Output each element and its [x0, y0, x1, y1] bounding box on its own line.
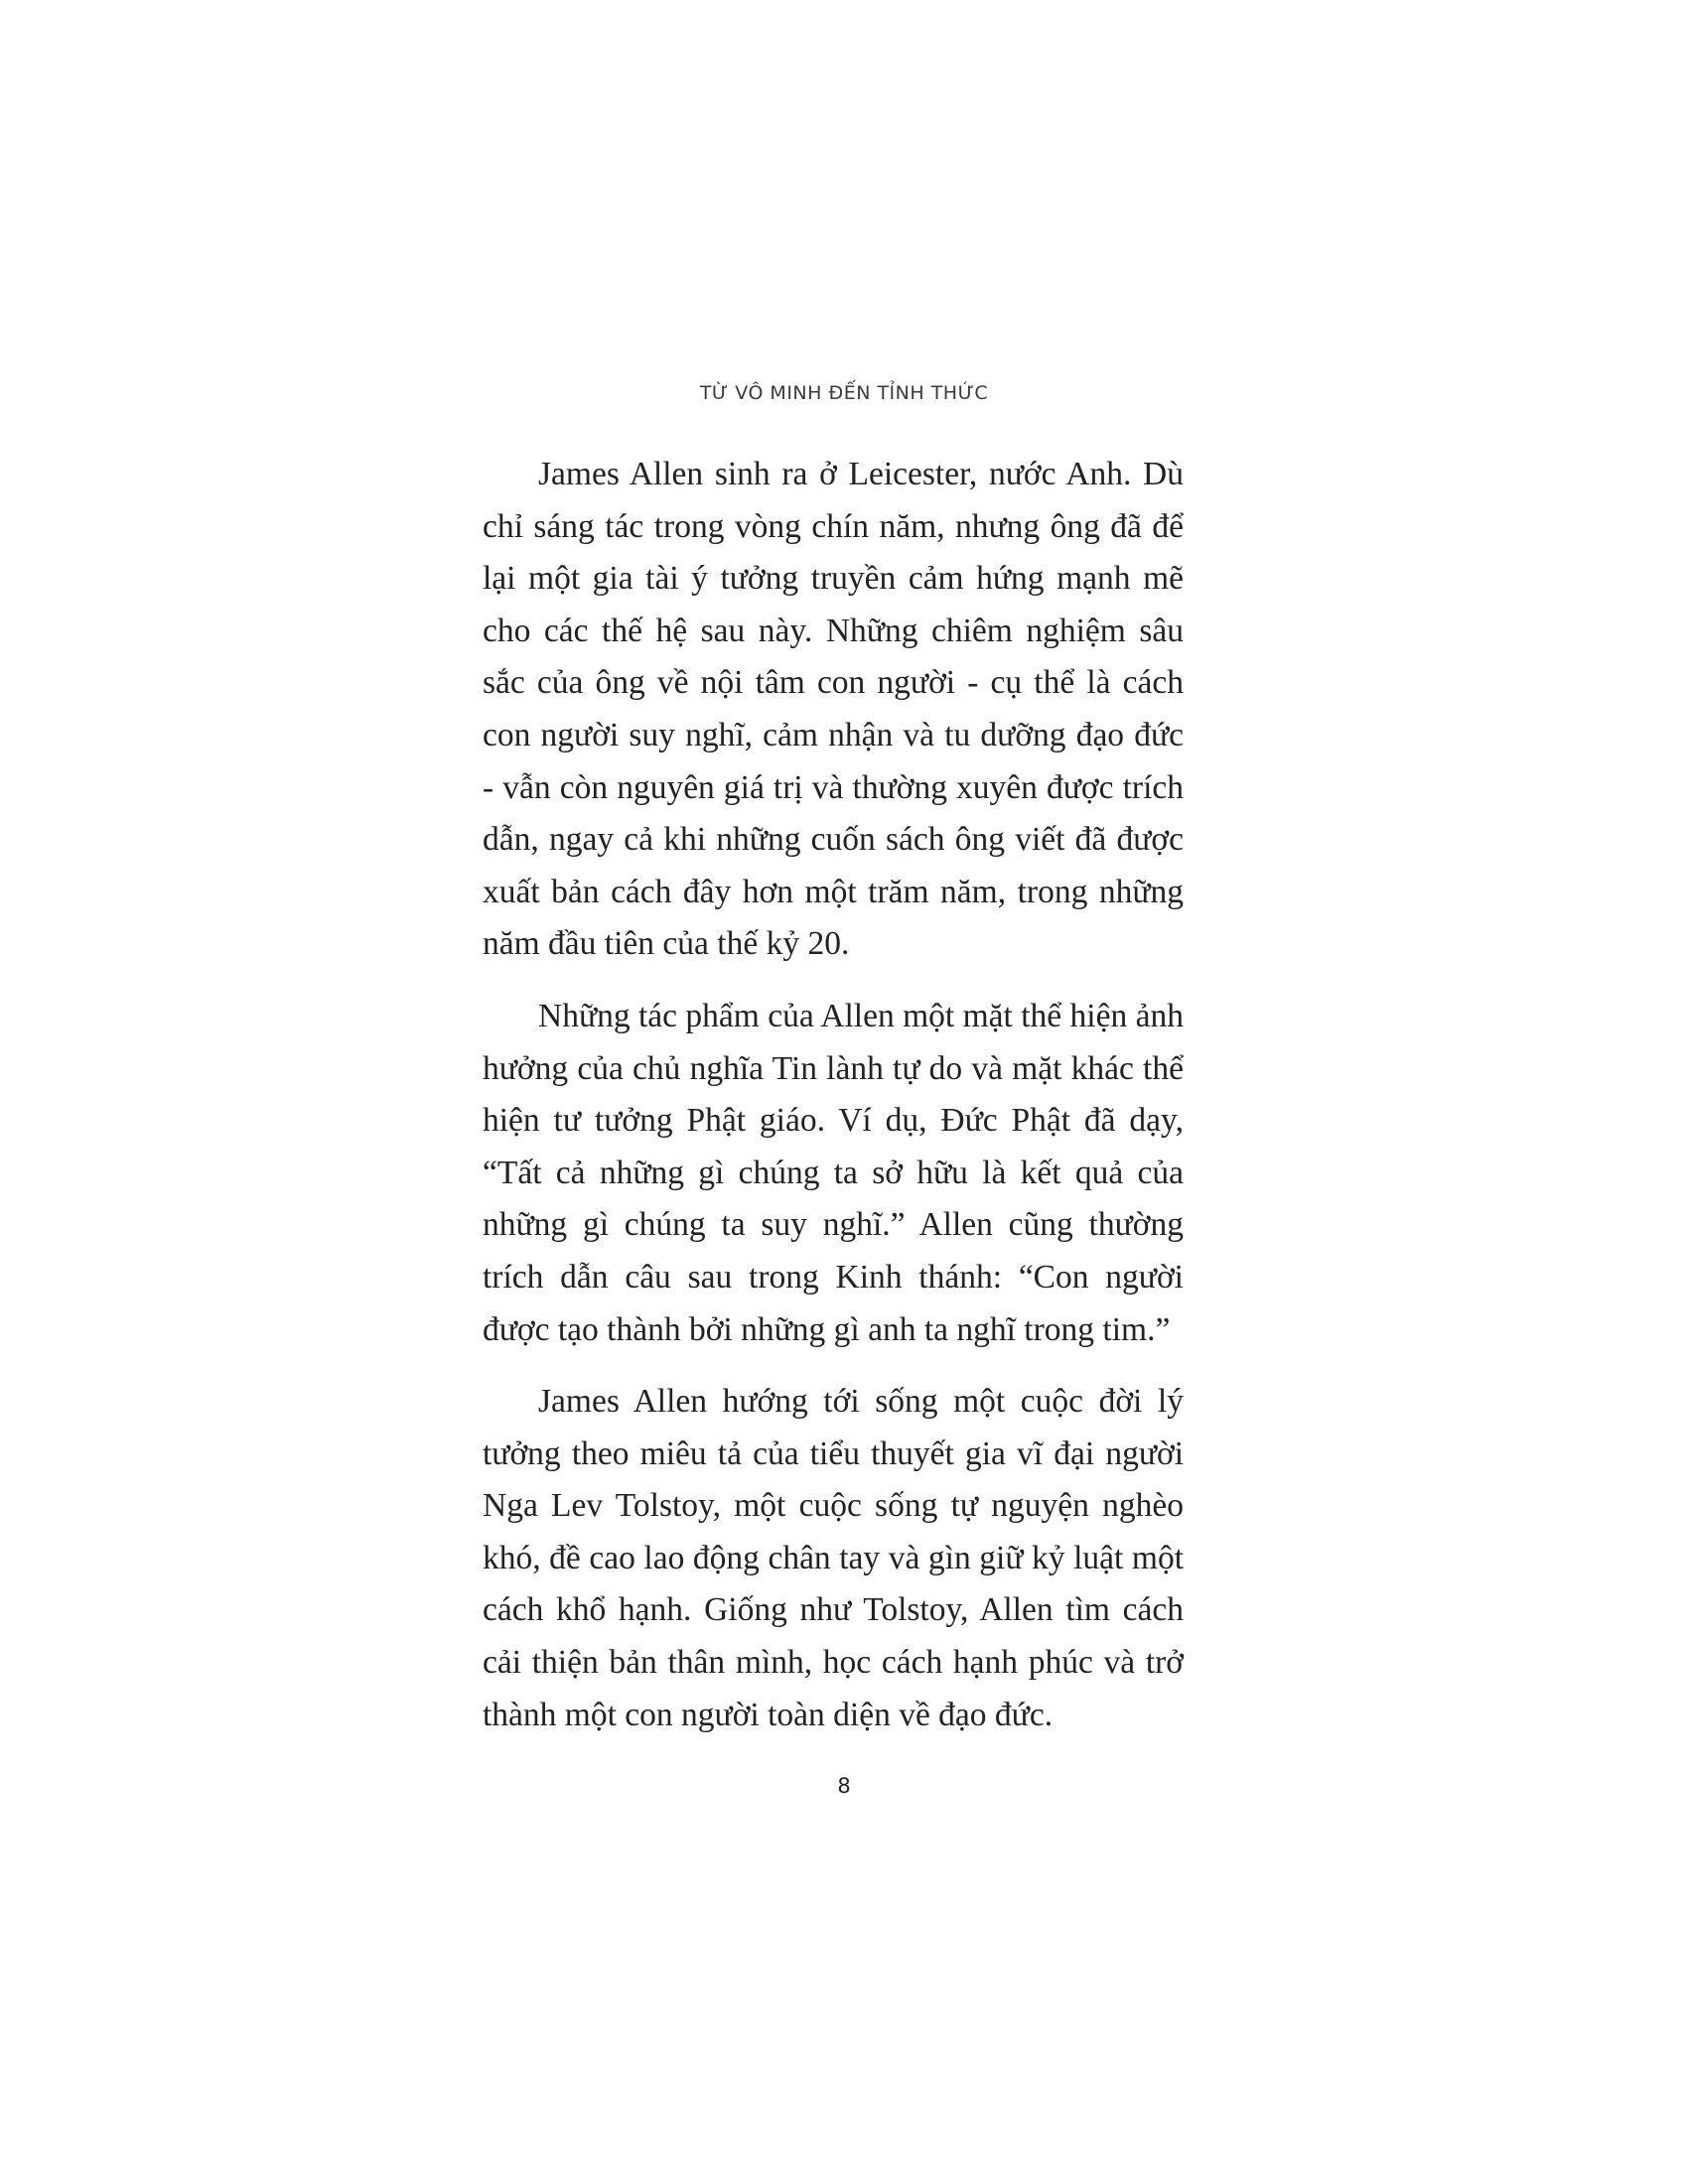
paragraph-3: James Allen hướng tới sống một cuộc đời lý tưởng theo miêu tả của tiểu thuyết gia vĩ đại người Nga Lev Tolstoy, một cuộc sống tự nguyện nghèo khó, đề cao lao động chân tay và gìn giữ kỷ luật một cách khổ hạnh. Giống như Tolstoy, Allen tìm cách cải thiện bản thân mình, học cách hạnh phúc và trở thành một con người toàn diện về đạo đức.: [483, 1383, 1184, 1733]
page-number: 8: [837, 1774, 851, 1798]
body-text: [483, 449, 1184, 1761]
paragraph-1: James Allen sinh ra ở Leicester, nước Anh. Dù chỉ sáng tác trong vòng chín năm, nhưng ông đã để lại một gia tài ý tưởng truyền cảm hứng mạnh mẽ cho các thế hệ sau này. Những chiêm nghiệm sâu sắc của ông về nội tâm con người - cụ thể là cách con người suy nghĩ, cảm nhận và tu dưỡng đạo đức - vẫn còn nguyên giá trị và thường xuyên được trích dẫn, ngay cả khi những cuốn sách ông viết đã được xuất bản cách đây hơn một trăm năm, trong những năm đầu tiên của thế kỷ 20.: [483, 456, 1184, 963]
running-header: TỪ VÔ MINH ĐẾN TỈNH THỨC: [699, 382, 989, 404]
paragraph-2: Những tác phẩm của Allen một mặt thể hiện ảnh hưởng của chủ nghĩa Tin lành tự do và mặt khác thể hiện tư tưởng Phật giáo. Ví dụ, Đức Phật đã dạy, “Tất cả những gì chúng ta sở hữu là kết quả của những gì chúng ta suy nghĩ.” Allen cũng thường trích dẫn câu sau trong Kinh thánh: “Con người được tạo thành bởi những gì anh ta nghĩ trong tim.”: [483, 997, 1184, 1348]
